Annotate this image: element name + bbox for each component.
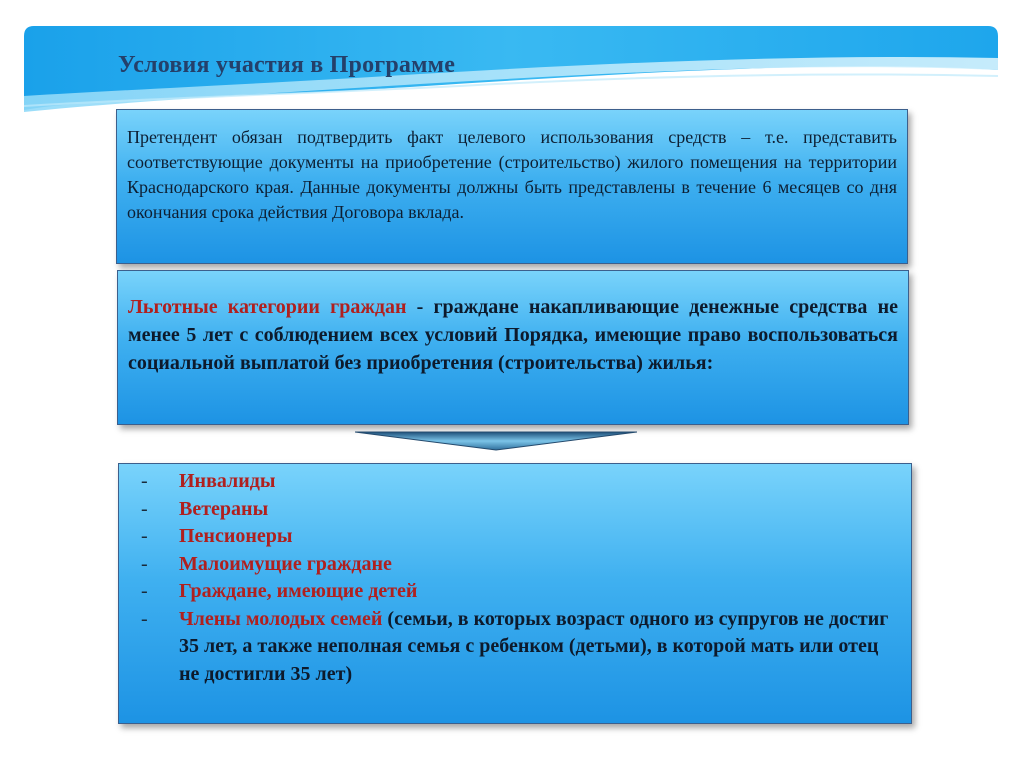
- list-item: [129, 468, 901, 496]
- preferential-categories-box: [117, 270, 909, 425]
- preferential-categories-description: - граждане накапливающие денежные средства не менее 5 лет с соблюдением всех условий Порядка, имеющие право воспользоваться социальной выплатой без приобретения (строительства) жилья:: [128, 296, 898, 374]
- bullet-dash: -: [141, 607, 148, 630]
- list-item: [129, 496, 901, 524]
- down-arrow-icon: [355, 430, 637, 452]
- categories-list-box: [118, 463, 912, 724]
- page-title: Условия участия в Программе: [118, 52, 456, 78]
- list-item-label: Граждане, имеющие детей: [179, 580, 418, 602]
- list-item: [129, 578, 901, 606]
- list-item-label: Ветераны: [179, 497, 269, 520]
- bullet-dash: -: [141, 497, 148, 520]
- bullet-dash: -: [141, 470, 148, 492]
- bullet-dash: -: [141, 580, 148, 602]
- requirement-box: [116, 109, 908, 264]
- list-item-label: Малоимущие граждане: [179, 552, 392, 575]
- list-item-note: (семьи, в которых возраст одного из супругов не достиг 35 лет, а также неполная семья с ребенком (детьми), в которой мать или отец не достигли 35 лет): [179, 607, 889, 685]
- list-item: [129, 551, 901, 579]
- preferential-categories-highlight: Льготные категории граждан: [128, 296, 407, 318]
- requirement-text: Претендент обязан подтвердить факт целевого использования средств – т.е. представить соответствующие документы на приобретение (строительство) жилого помещения на территории Краснодарского края. Данные документы должны быть представлены в течение 6 месяцев со дня окончания срока действия Договора вклада.: [127, 127, 897, 222]
- list-item-label: Инвалиды: [179, 470, 276, 492]
- list-item-label: Пенсионеры: [179, 525, 293, 547]
- bullet-dash: -: [141, 525, 148, 547]
- categories-list: [129, 468, 901, 688]
- list-item: [129, 606, 901, 689]
- list-item-label: Члены молодых семей: [179, 607, 383, 630]
- list-item: [129, 523, 901, 551]
- preferential-categories-text: [128, 293, 898, 377]
- bullet-dash: -: [141, 552, 148, 575]
